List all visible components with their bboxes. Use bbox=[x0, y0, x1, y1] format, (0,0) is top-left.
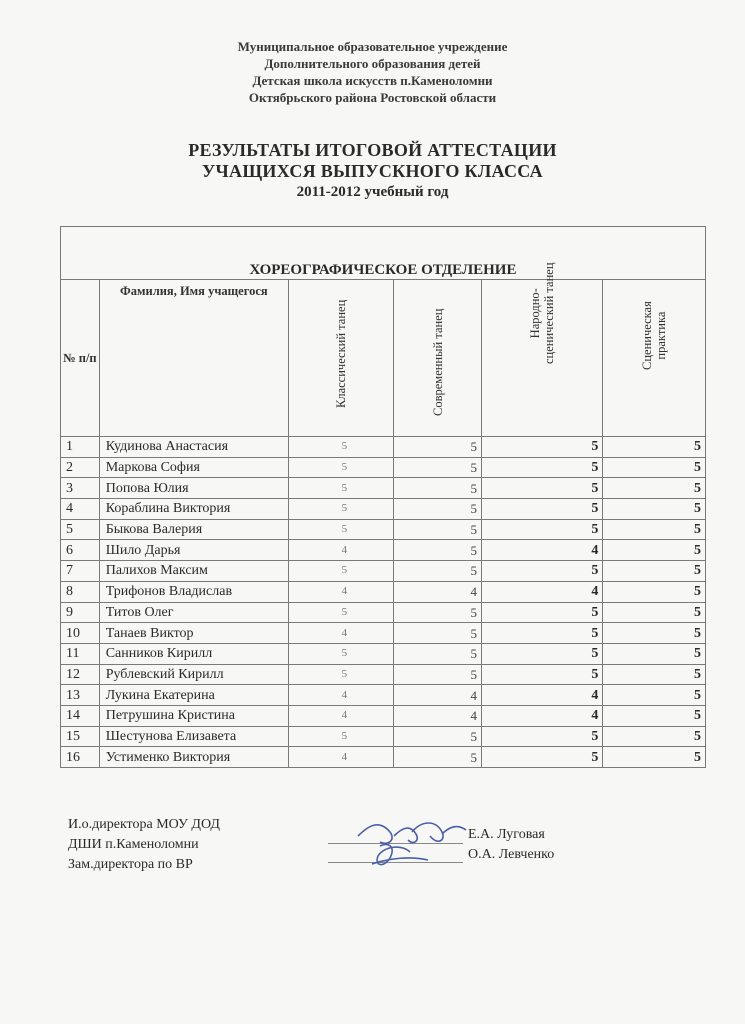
grade-stage-practice: 5 bbox=[603, 561, 706, 582]
grade-folk-stage: 5 bbox=[481, 478, 602, 499]
grade-modern: 4 bbox=[394, 685, 482, 706]
header-line-2: Дополнительного образования детей bbox=[264, 56, 481, 71]
table-header-row bbox=[61, 280, 706, 437]
student-name: Кудинова Анастасия bbox=[99, 437, 288, 458]
grade-classical: 4 bbox=[288, 581, 393, 602]
grade-stage-practice: 5 bbox=[603, 623, 706, 644]
grade-stage-practice: 5 bbox=[603, 457, 706, 478]
grade-modern: 5 bbox=[394, 747, 482, 768]
col-header-stage-a: Сценическая bbox=[640, 301, 655, 370]
student-name: Палихов Максим bbox=[99, 561, 288, 582]
academic-year: 2011-2012 учебный год bbox=[296, 184, 449, 200]
grade-classical: 5 bbox=[288, 457, 393, 478]
col-header-classical bbox=[288, 280, 393, 437]
grade-folk-stage: 5 bbox=[481, 602, 602, 623]
grade-folk-stage: 5 bbox=[481, 747, 602, 768]
signer-title-1: И.о.директора МОУ ДОД bbox=[68, 817, 220, 832]
department-row bbox=[61, 227, 706, 280]
student-name: Рублевский Кирилл bbox=[99, 664, 288, 685]
grade-modern: 5 bbox=[394, 519, 482, 540]
col-header-classical-label: Классический танец bbox=[334, 299, 349, 408]
grade-modern: 5 bbox=[394, 499, 482, 520]
col-header-modern-label: Современный танец bbox=[430, 308, 445, 416]
student-name: Санников Кирилл bbox=[99, 643, 288, 664]
row-number: 1 bbox=[61, 437, 100, 458]
row-number: 14 bbox=[61, 705, 100, 726]
row-number: 11 bbox=[61, 643, 100, 664]
grade-stage-practice: 5 bbox=[603, 602, 706, 623]
grade-classical: 5 bbox=[288, 561, 393, 582]
grade-folk-stage: 4 bbox=[481, 685, 602, 706]
header-line-3: Детская школа искусств п.Каменоломни bbox=[252, 73, 493, 88]
grade-stage-practice: 5 bbox=[603, 685, 706, 706]
grade-classical: 4 bbox=[288, 705, 393, 726]
results-table bbox=[60, 226, 706, 768]
grade-folk-stage: 5 bbox=[481, 561, 602, 582]
row-number: 10 bbox=[61, 623, 100, 644]
row-number: 4 bbox=[61, 499, 100, 520]
grade-stage-practice: 5 bbox=[603, 747, 706, 768]
grade-stage-practice: 5 bbox=[603, 540, 706, 561]
row-number: 12 bbox=[61, 664, 100, 685]
col-header-number: № п/п bbox=[61, 280, 100, 437]
grade-modern: 5 bbox=[394, 602, 482, 623]
grade-classical: 4 bbox=[288, 685, 393, 706]
col-header-stage-practice bbox=[603, 280, 706, 437]
row-number: 2 bbox=[61, 457, 100, 478]
signer-name-1: Е.А. Луговая bbox=[468, 827, 545, 842]
grade-modern: 4 bbox=[394, 581, 482, 602]
table-body bbox=[61, 437, 706, 768]
grade-stage-practice: 5 bbox=[603, 499, 706, 520]
student-name: Титов Олег bbox=[99, 602, 288, 623]
grade-classical: 5 bbox=[288, 519, 393, 540]
row-number: 15 bbox=[61, 726, 100, 747]
row-number: 13 bbox=[61, 685, 100, 706]
student-name: Кораблина Виктория bbox=[99, 499, 288, 520]
grade-modern: 5 bbox=[394, 664, 482, 685]
grade-folk-stage: 5 bbox=[481, 643, 602, 664]
table-row bbox=[61, 623, 706, 644]
grade-classical: 4 bbox=[288, 623, 393, 644]
grade-folk-stage: 4 bbox=[481, 705, 602, 726]
grade-classical: 5 bbox=[288, 437, 393, 458]
grade-modern: 5 bbox=[394, 457, 482, 478]
col-header-stage-b: практика bbox=[654, 311, 669, 360]
col-header-folk-stage-label bbox=[528, 262, 556, 364]
grade-stage-practice: 5 bbox=[603, 437, 706, 458]
table-row bbox=[61, 561, 706, 582]
signature-names bbox=[468, 825, 554, 865]
table-row bbox=[61, 437, 706, 458]
grade-folk-stage: 4 bbox=[481, 540, 602, 561]
title-line-2: УЧАЩИХСЯ ВЫПУСКНОГО КЛАССА bbox=[202, 161, 543, 181]
institution-header bbox=[0, 38, 745, 106]
grade-stage-practice: 5 bbox=[603, 664, 706, 685]
row-number: 9 bbox=[61, 602, 100, 623]
student-name: Танаев Виктор bbox=[99, 623, 288, 644]
table-row bbox=[61, 540, 706, 561]
col-header-name: Фамилия, Имя учащегося bbox=[99, 280, 288, 437]
grade-modern: 5 bbox=[394, 643, 482, 664]
grade-classical: 4 bbox=[288, 540, 393, 561]
row-number: 5 bbox=[61, 519, 100, 540]
grade-modern: 4 bbox=[394, 705, 482, 726]
table-row bbox=[61, 726, 706, 747]
student-name: Шило Дарья bbox=[99, 540, 288, 561]
grade-stage-practice: 5 bbox=[603, 478, 706, 499]
col-header-folk-b: сценический танец bbox=[542, 262, 557, 364]
grade-stage-practice: 5 bbox=[603, 643, 706, 664]
table-row bbox=[61, 519, 706, 540]
grade-classical: 5 bbox=[288, 602, 393, 623]
col-header-modern bbox=[394, 280, 482, 437]
grade-classical: 5 bbox=[288, 726, 393, 747]
grade-folk-stage: 5 bbox=[481, 519, 602, 540]
grade-stage-practice: 5 bbox=[603, 726, 706, 747]
grade-classical: 5 bbox=[288, 499, 393, 520]
document-title bbox=[0, 140, 745, 203]
grade-modern: 5 bbox=[394, 726, 482, 747]
grade-folk-stage: 5 bbox=[481, 664, 602, 685]
grade-modern: 5 bbox=[394, 623, 482, 644]
student-name: Шестунова Елизавета bbox=[99, 726, 288, 747]
header-line-1: Муниципальное образовательное учреждение bbox=[237, 39, 508, 54]
student-name: Петрушина Кристина bbox=[99, 705, 288, 726]
grade-folk-stage: 5 bbox=[481, 623, 602, 644]
grade-classical: 5 bbox=[288, 664, 393, 685]
table-row bbox=[61, 602, 706, 623]
table-row bbox=[61, 457, 706, 478]
grade-modern: 5 bbox=[394, 540, 482, 561]
table-row bbox=[61, 705, 706, 726]
row-number: 3 bbox=[61, 478, 100, 499]
student-name: Маркова София bbox=[99, 457, 288, 478]
grade-classical: 5 bbox=[288, 478, 393, 499]
grade-modern: 5 bbox=[394, 437, 482, 458]
grade-stage-practice: 5 bbox=[603, 519, 706, 540]
student-name: Попова Юлия bbox=[99, 478, 288, 499]
table-row bbox=[61, 664, 706, 685]
signer-name-2: О.А. Левченко bbox=[468, 847, 555, 862]
grade-folk-stage: 4 bbox=[481, 581, 602, 602]
grade-modern: 5 bbox=[394, 478, 482, 499]
student-name: Лукина Екатерина bbox=[99, 685, 288, 706]
grade-folk-stage: 5 bbox=[481, 726, 602, 747]
table-row bbox=[61, 581, 706, 602]
title-line-1: РЕЗУЛЬТАТЫ ИТОГОВОЙ АТТЕСТАЦИИ bbox=[188, 140, 557, 160]
col-header-folk-a: Народно- bbox=[528, 288, 543, 339]
row-number: 16 bbox=[61, 747, 100, 768]
col-header-stage-practice-label bbox=[640, 301, 668, 370]
table-row bbox=[61, 685, 706, 706]
table-row bbox=[61, 643, 706, 664]
col-header-folk-stage bbox=[481, 262, 602, 437]
signer-title-3: Зам.директора по ВР bbox=[68, 857, 193, 872]
table-row bbox=[61, 747, 706, 768]
row-number: 8 bbox=[61, 581, 100, 602]
grade-modern: 5 bbox=[394, 561, 482, 582]
grade-stage-practice: 5 bbox=[603, 705, 706, 726]
student-name: Устименко Виктория bbox=[99, 747, 288, 768]
signature-titles bbox=[68, 815, 220, 875]
grade-classical: 5 bbox=[288, 643, 393, 664]
student-name: Трифонов Владислав bbox=[99, 581, 288, 602]
grade-classical: 4 bbox=[288, 747, 393, 768]
header-line-4: Октябрьского района Ростовской области bbox=[248, 90, 497, 105]
row-number: 7 bbox=[61, 561, 100, 582]
signer-title-2: ДШИ п.Каменоломни bbox=[68, 837, 199, 852]
table-row bbox=[61, 478, 706, 499]
handwritten-signature bbox=[350, 806, 470, 876]
department-title: ХОРЕОГРАФИЧЕСКОЕ ОТДЕЛЕНИЕ bbox=[61, 227, 706, 280]
grade-stage-practice: 5 bbox=[603, 581, 706, 602]
row-number: 6 bbox=[61, 540, 100, 561]
grade-folk-stage: 5 bbox=[481, 457, 602, 478]
grade-folk-stage: 5 bbox=[481, 437, 602, 458]
student-name: Быкова Валерия bbox=[99, 519, 288, 540]
table-row bbox=[61, 499, 706, 520]
grade-folk-stage: 5 bbox=[481, 499, 602, 520]
